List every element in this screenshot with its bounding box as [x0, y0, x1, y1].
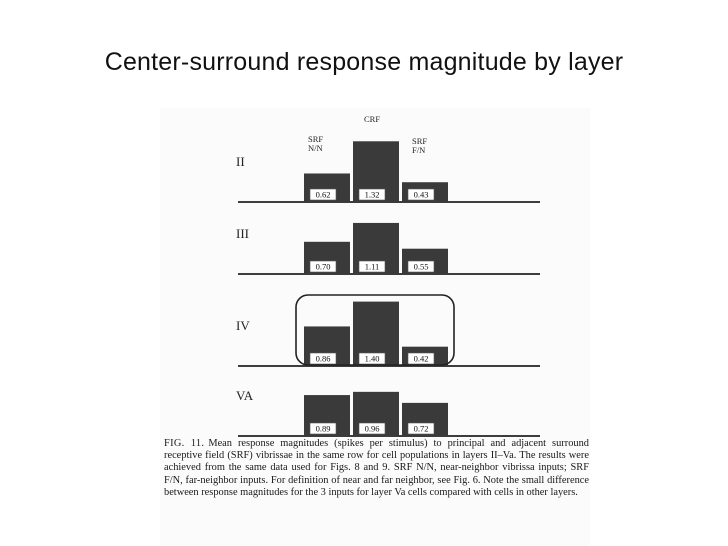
category-label-crf: CRF: [364, 114, 381, 124]
figure-caption-label: FIG. 11.: [164, 438, 205, 449]
data-label-ii-srf_nn: 0.62: [315, 189, 331, 200]
layer-label-ii: II: [236, 154, 245, 169]
layer-label-va: VA: [236, 388, 254, 403]
data-label-ii-srf_fn: 0.43: [413, 189, 429, 200]
figure-caption-text: Mean response magnitudes (spikes per stimulus) to principal and adjacent surround receptive field (SRF) vibrissae in the same row for cell populations in layers II–Va. The results were achieved from the same data used for Figs. 8 and 9. SRF N/N, near-neighbor vibrissa inputs; SRF F/N, far-neighbor inputs. For definition of near and far neighbor, see Fig. 6. Note the small difference between response magnitudes for the 3 inputs for layer Va cells compared with cells in other layers.: [164, 438, 589, 498]
data-label-iii-crf: 1.11: [364, 261, 380, 272]
data-label-iv-crf: 1.40: [364, 353, 380, 364]
data-label-iii-srf_fn: 0.55: [413, 261, 429, 272]
category-label-srf_nn-line2: N/N: [308, 143, 323, 153]
category-label-srf_fn-line1: SRF: [412, 136, 428, 146]
category-label-srf_nn-line1: SRF: [308, 134, 324, 144]
data-label-ii-crf: 1.32: [364, 189, 380, 200]
figure-caption: [164, 438, 589, 499]
data-label-va-srf_nn: 0.89: [315, 423, 331, 434]
category-label-srf_fn-line2: F/N: [412, 145, 426, 155]
slide-title: Center-surround response magnitude by layer: [104, 48, 624, 76]
data-label-va-crf: 0.96: [364, 423, 380, 434]
layer-label-iv: IV: [236, 318, 250, 333]
figure-11: [160, 108, 590, 546]
bar-chart: [160, 108, 590, 438]
data-label-iv-srf_nn: 0.86: [315, 353, 331, 364]
data-label-va-srf_fn: 0.72: [413, 423, 429, 434]
data-label-iv-srf_fn: 0.42: [413, 353, 429, 364]
layer-label-iii: III: [236, 226, 249, 241]
data-label-iii-srf_nn: 0.70: [315, 261, 331, 272]
